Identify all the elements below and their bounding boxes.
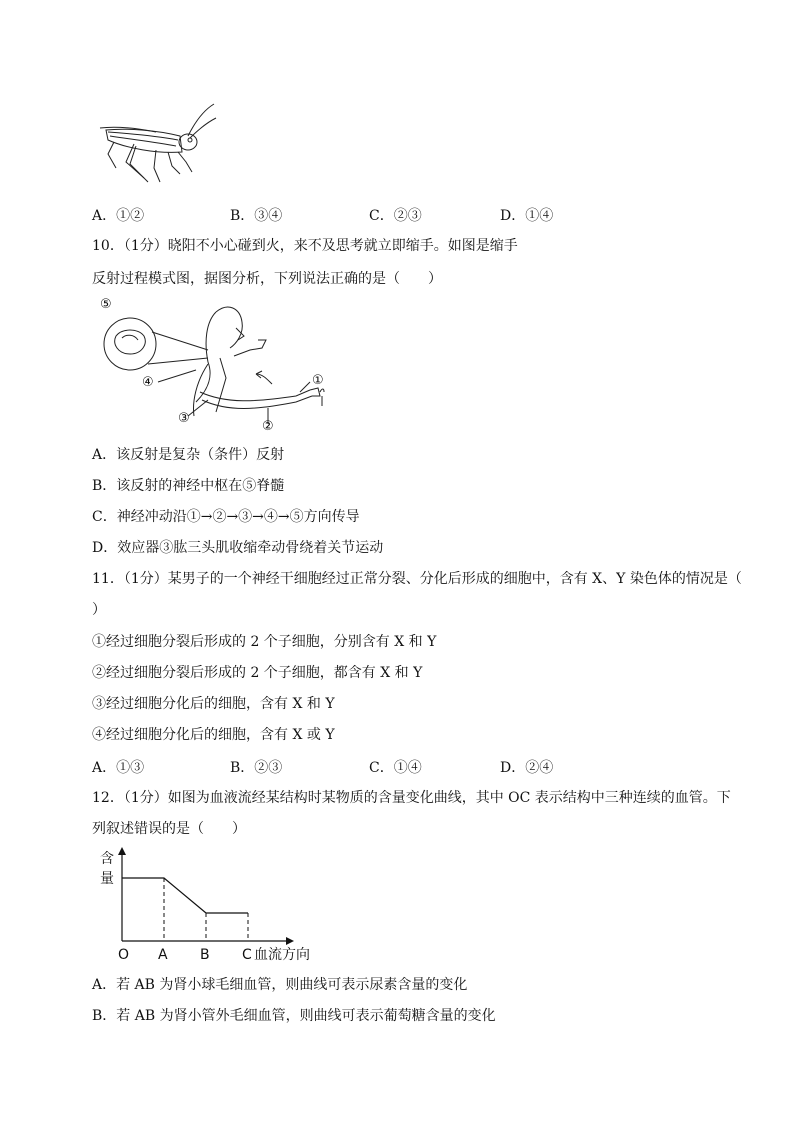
q11-item-2: ②经过细胞分裂后形成的 2 个子细胞，都含有 X 和 Y — [92, 665, 423, 681]
q9-option-a[interactable]: A．①② — [92, 208, 145, 224]
grasshopper-figure — [96, 100, 220, 192]
tick-b: B — [200, 947, 210, 963]
q9-option-b[interactable]: B．③④ — [230, 208, 283, 224]
q11-option-d[interactable]: D．②④ — [500, 760, 554, 776]
q10-stem: 10．（1分）晓阳不小心碰到火，来不及思考就立即缩手。如图是缩手 — [92, 238, 518, 254]
label-4: ④ — [142, 375, 154, 390]
q9-option-c[interactable]: C．②③ — [369, 208, 422, 224]
q11-item-1: ①经过细胞分裂后形成的 2 个子细胞，分别含有 X 和 Y — [92, 634, 437, 650]
tick-o: O — [118, 947, 130, 963]
label-3: ③ — [178, 411, 190, 426]
q11-option-c[interactable]: C．①④ — [369, 760, 422, 776]
q10-stem-cont: 反射过程模式图，据图分析，下列说法正确的是（ ） — [92, 271, 442, 287]
reflex-arc-figure — [96, 292, 340, 432]
q11-item-3: ③经过细胞分化后的细胞，含有 X 和 Y — [92, 696, 335, 712]
q12-option-a[interactable]: A．若 AB 为肾小球毛细血管，则曲线可表示尿素含量的变化 — [92, 977, 468, 993]
tick-a: A — [158, 947, 168, 963]
y-axis-label-2: 量 — [100, 871, 114, 887]
q11-option-b[interactable]: B．②③ — [230, 760, 283, 776]
q10-option-b[interactable]: B．该反射的神经中枢在⑤脊髓 — [92, 478, 285, 494]
q11-item-4: ④经过细胞分化后的细胞，含有 X 或 Y — [92, 727, 335, 743]
q12-stem-cont: 列叙述错误的是（ ） — [92, 821, 246, 837]
x-axis-label: 血流方向 — [254, 947, 310, 963]
label-2: ② — [262, 419, 274, 432]
q12-stem: 12．（1分）如图为血液流经某结构时某物质的含量变化曲线，其中 OC 表示结构中三种连续的血管。下 — [92, 790, 731, 806]
label-5: ⑤ — [100, 297, 112, 312]
q10-option-d[interactable]: D．效应器③肱三头肌收缩牵动骨绕着关节运动 — [92, 540, 384, 556]
q12-option-b[interactable]: B．若 AB 为肾小管外毛细血管，则曲线可表示葡萄糖含量的变化 — [92, 1008, 496, 1024]
q10-option-a[interactable]: A．该反射是复杂（条件）反射 — [92, 447, 285, 463]
q11-stem-cont: ） — [92, 602, 106, 618]
y-axis-label-1: 含 — [100, 851, 114, 867]
content-curve-graph — [96, 843, 326, 965]
q10-option-c[interactable]: C．神经冲动沿①→②→③→④→⑤方向传导 — [92, 509, 360, 525]
label-1: ① — [312, 373, 324, 388]
content-curve — [122, 878, 248, 913]
q11-option-a[interactable]: A．①③ — [92, 760, 145, 776]
tick-c: C — [242, 947, 252, 963]
q9-option-d[interactable]: D．①④ — [500, 208, 554, 224]
q11-stem: 11．（1分）某男子的一个神经干细胞经过正常分裂、分化后形成的细胞中，含有 X、Y 染色体的情况是（ — [92, 571, 742, 587]
